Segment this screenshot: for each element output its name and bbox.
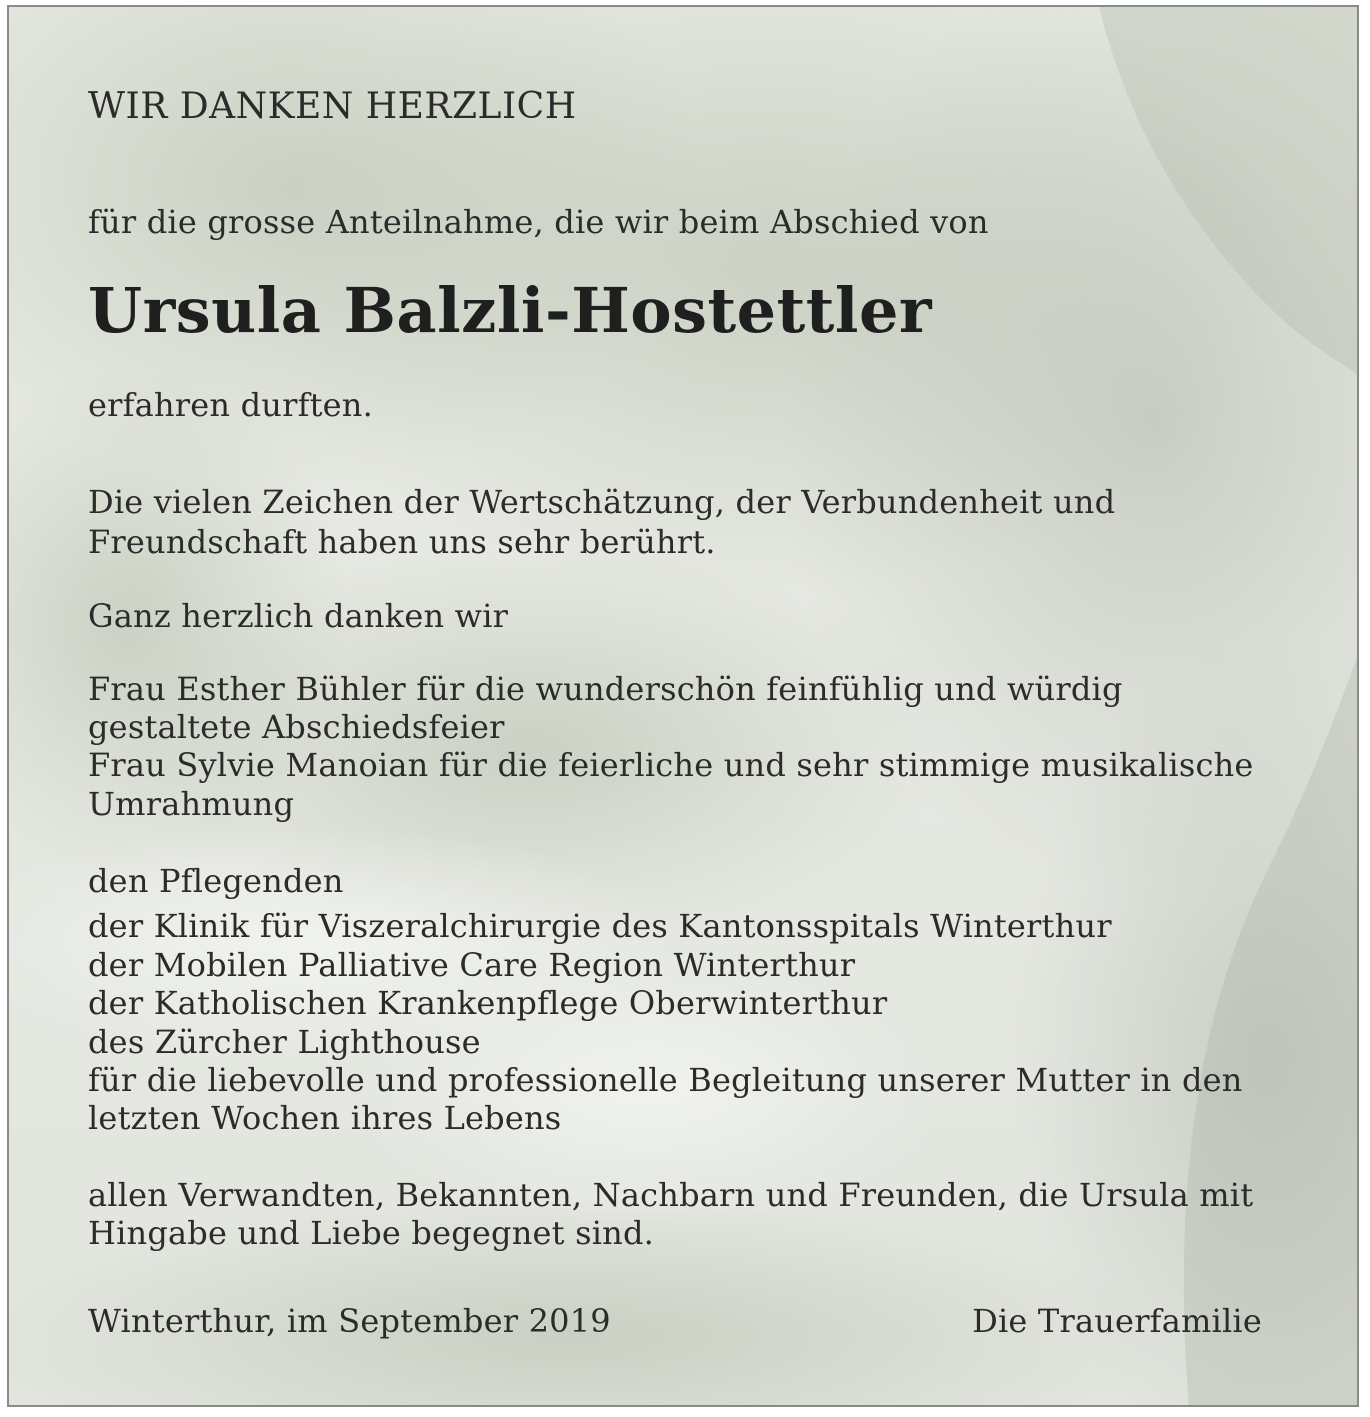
thanks-line: Frau Esther Bühler für die wunderschön feinfühlig und würdig xyxy=(88,670,1123,708)
caregivers-lead: den Pflegenden xyxy=(88,862,344,900)
thanks-line: gestaltete Abschiedsfeier xyxy=(88,708,505,746)
thanks-lead: Ganz herzlich danken wir xyxy=(88,597,509,635)
intro-end-line: erfahren durften. xyxy=(88,386,373,424)
paragraph-line: Die vielen Zeichen der Wertschätzung, der Verbundenheit und xyxy=(88,483,1116,521)
deceased-name: Ursula Balzli-Hostettler xyxy=(88,274,933,347)
caregiver-line: der Mobilen Palliative Care Region Winterthur xyxy=(88,946,856,984)
paragraph-line: Freundschaft haben uns sehr berührt. xyxy=(88,523,716,561)
caregiver-line: letzten Wochen ihres Lebens xyxy=(88,1099,562,1137)
caregiver-line: für die liebevolle und professionelle Begleitung unserer Mutter in den xyxy=(88,1061,1243,1099)
notice-heading: WIR DANKEN HERZLICH xyxy=(88,86,577,127)
thanks-line: Frau Sylvie Manoian für die feierliche und sehr stimmige musikalische xyxy=(88,746,1254,784)
signature: Die Trauerfamilie xyxy=(972,1302,1262,1340)
caregiver-line: des Zürcher Lighthouse xyxy=(88,1023,481,1061)
thanks-line: Umrahmung xyxy=(88,785,295,823)
place-date: Winterthur, im September 2019 xyxy=(88,1302,611,1340)
relatives-line: allen Verwandten, Bekannten, Nachbarn und Freunden, die Ursula mit xyxy=(88,1176,1254,1214)
caregiver-line: der Klinik für Viszeralchirurgie des Kantonsspitals Winterthur xyxy=(88,907,1112,945)
intro-line: für die grosse Anteilnahme, die wir beim Abschied von xyxy=(88,203,989,241)
caregiver-line: der Katholischen Krankenpflege Oberwinterthur xyxy=(88,984,888,1022)
relatives-line: Hingabe und Liebe begegnet sind. xyxy=(88,1214,655,1252)
